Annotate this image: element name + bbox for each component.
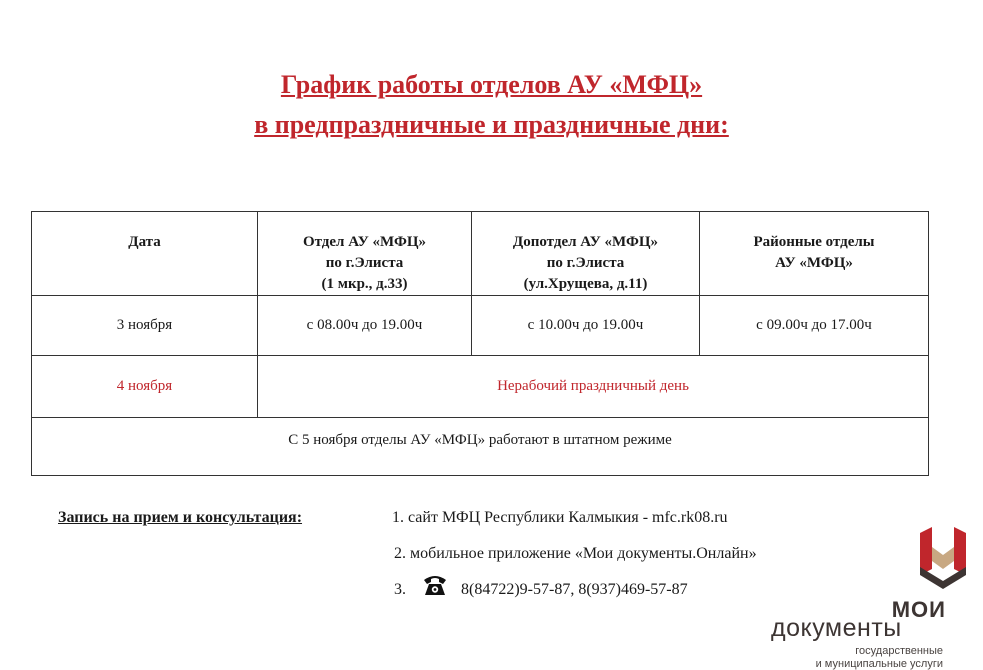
row1-date: 3 ноября	[32, 296, 258, 356]
contact-phone-numbers: 8(84722)9-57-87, 8(937)469-57-87	[461, 581, 688, 598]
title-line-1: График работы отделов АУ «МФЦ»	[280, 70, 703, 99]
my-documents-logo-icon	[918, 527, 968, 593]
header-extra-office-elista: Допотдел АУ «МФЦ» по г.Элиста (ул.Хрущева, д.11)	[472, 212, 700, 296]
row2-date: 4 ноября	[32, 356, 258, 418]
header-office-elista: Отдел АУ «МФЦ» по г.Элиста (1 мкр., д.33)	[258, 212, 472, 296]
header-district-offices: Районные отделы АУ «МФЦ»	[700, 212, 929, 296]
contact-phone-number-label: 3.	[394, 581, 406, 598]
contact-website: 1. сайт МФЦ Республики Калмыкия - mfc.rk08.ru	[392, 509, 728, 526]
table-row	[32, 356, 929, 418]
table-row	[32, 418, 929, 476]
logo-title-moi: МОИ	[891, 597, 946, 622]
row2-holiday-note: Нерабочий праздничный день	[258, 356, 929, 418]
title-line-2: в предпраздничные и праздничные дни:	[254, 110, 729, 139]
table-row	[32, 296, 929, 356]
row3-regular-mode-note: С 5 ноября отделы АУ «МФЦ» работают в штатном режиме	[32, 418, 929, 476]
row1-office-elista-hours: с 08.00ч до 19.00ч	[258, 296, 472, 356]
table-header-row	[32, 212, 929, 296]
row1-district-hours: с 09.00ч до 17.00ч	[700, 296, 929, 356]
logo-subtitle-1: государственные	[855, 645, 943, 657]
phone-icon	[421, 571, 449, 599]
contact-mobile-app: 2. мобильное приложение «Мои документы.Онлайн»	[394, 545, 757, 562]
signup-label: Запись на прием и консультация:	[58, 509, 303, 526]
row1-extra-office-hours: с 10.00ч до 19.00ч	[472, 296, 700, 356]
logo-subtitle-2: и муниципальные услуги	[815, 658, 943, 670]
header-date: Дата	[32, 212, 258, 296]
schedule-table	[31, 211, 929, 476]
logo-title-documents: документы	[771, 614, 902, 642]
